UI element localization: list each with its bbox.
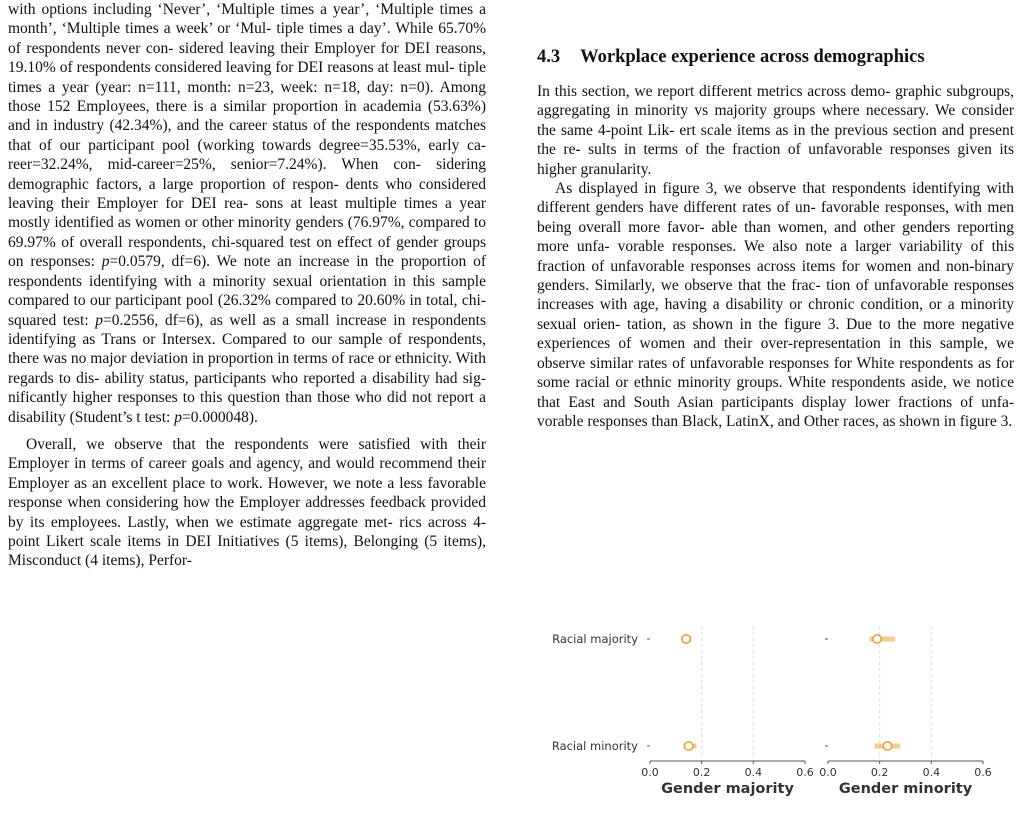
row-label: Racial majority <box>552 632 638 646</box>
right-p1-line: groups where necessary. We consider the same 4-point Lik- <box>537 102 1015 139</box>
left-p2-line: rics across 4-point Likert scale items in DEI Initiatives (5 <box>8 513 486 550</box>
left-p2-line: items), Belonging (5 items), Misconduct (4 items), Perfor- <box>8 532 486 570</box>
left-p1-line: minority sexual orientation in this sample compared to our <box>8 272 486 310</box>
right-p1-line: sults in terms of the fraction of unfavorable responses given <box>588 141 992 159</box>
left-p1-line: participant pool (26.32% compared to 20.60% in total, chi- <box>115 292 487 310</box>
right-p2-line: tation, as shown in the figure 3. Due to the more negative <box>627 315 1015 333</box>
row-label: Racial minority <box>551 739 638 753</box>
left-p1-line: respondents considered leaving for DEI reasons at least mul- <box>76 59 455 77</box>
left-column <box>8 0 486 571</box>
x-tick-label: 0.0 <box>641 766 659 779</box>
left-p2-line: by its employees. Lastly, when we estimate aggregate met- <box>8 513 393 531</box>
right-p2-line: fraction of unfavorable responses across items for women <box>537 257 912 275</box>
right-paragraph-1 <box>537 82 1014 179</box>
right-p2-line: experiences of women and their over-representation in this <box>537 335 932 353</box>
left-p2-line: with their Employer in terms of career goals and agency, <box>8 435 486 473</box>
left-p2-line: and would recommend their Employer as an excellent place <box>8 455 486 492</box>
right-p1-line: ert scale items as in the previous section and present the re- <box>537 121 1015 159</box>
x-tick-label: 0.2 <box>870 766 889 779</box>
left-p1-line: sidered leaving their Employer for DEI reasons, 19.10% of <box>8 39 486 77</box>
right-paragraph-2 <box>537 179 1014 431</box>
x-tick-label: 0.0 <box>819 766 837 779</box>
right-p2-line: vorable responses than Black, LatinX, and Other races, as <box>537 412 896 430</box>
figure-3-chart <box>540 622 1018 821</box>
right-column <box>537 0 1014 431</box>
left-p1-line: respondents identifying as Trans or Intersex. Compared to <box>8 311 486 348</box>
data-point <box>682 635 690 643</box>
left-p1-line: increase in the proportion of respondents identifying with a <box>8 253 487 290</box>
left-p1-line: gender groups on responses: p=0.0579, df=6). We note an <box>8 233 487 271</box>
right-p2-line: able than women, and other genders reporting more unfa- <box>537 218 1014 256</box>
left-p1-line: our sample of respondents, there was no major deviation in <box>8 330 486 368</box>
right-p2-line: groups. White respondents aside, we notice that East and <box>537 374 1014 411</box>
section-heading <box>537 46 1014 68</box>
right-p2-line: for White respondents as for some racial or ethnic minority <box>537 354 1014 392</box>
data-point <box>685 742 693 750</box>
x-tick-label: 0.6 <box>796 766 814 779</box>
right-p2-line: tion of unfavorable responses increases with age, having a <box>537 277 1015 314</box>
left-paragraph-2 <box>8 435 486 571</box>
left-p2-line: considering how the Employer addresses feedback provided <box>106 494 487 512</box>
x-tick-label: 0.4 <box>922 766 941 779</box>
right-p1-line: In this section, we report different metrics across demo- <box>537 83 891 100</box>
right-p2-line: vorable responses. We also note a larger variability of this <box>617 238 1014 256</box>
left-p1-line: sons at least multiple times a year mostly identified as <box>8 195 486 232</box>
section-number: 4.3 <box>537 47 561 67</box>
right-p2-line: favorable responses, with men being overall more favor- <box>537 199 1015 236</box>
right-p2-line: South Asian participants display lower fractions of unfa- <box>633 393 1015 411</box>
right-p2-line: and non-binary genders. Similarly, we observe that the frac- <box>537 257 1015 295</box>
right-p2-line: sample, we observe similar rates of unfavorable responses <box>537 335 1014 372</box>
x-tick-label: 0.4 <box>744 766 763 779</box>
left-p1-line: proportion in terms of race or ethnicity. With regards to dis- <box>8 350 486 387</box>
right-p2-line: disability or chronic condition, or a minority sexual orien- <box>537 296 1015 333</box>
left-p1-line: women or other minority genders (76.97%, compared to <box>134 214 486 232</box>
left-p1-line: day: n=0). Among those 152 Employees, there is a similar <box>8 78 487 116</box>
right-p1-line: graphic subgroups, aggregating in minority vs majority <box>537 83 1015 120</box>
left-p1-line: ability status, participants who reported a disability had sig- <box>104 369 487 387</box>
left-paragraph-1 <box>8 0 486 427</box>
right-p2-line: As displayed in figure 3, we observe that respondents <box>555 180 906 198</box>
left-p1-line: sidering demographic factors, a large proportion of respon- <box>8 156 486 193</box>
left-p1-line: 69.97% of overall respondents, chi-squared test on effect of <box>8 233 391 251</box>
left-p1-line: tiple times a day’. While 65.70% of respondents never con- <box>8 20 487 57</box>
x-tick-label: 0.6 <box>974 766 992 779</box>
left-p2-line: Overall, we observe that the respondents were satisfied <box>26 435 411 453</box>
right-p2-line: identifying with different genders have different rates of un- <box>537 180 1014 217</box>
right-p2-line: shown in figure 3. <box>899 412 1013 430</box>
left-p1-line: participant pool (working towards degree=35.53%, early ca- <box>88 136 486 154</box>
left-p2-line: to work. However, we note a less favorable response when <box>8 474 486 512</box>
left-p1-line: with options including ‘Never’, ‘Multiple times a year’, <box>8 1 370 18</box>
data-point <box>873 635 881 643</box>
data-point <box>883 742 891 750</box>
section-title: Workplace experience across demographics <box>580 47 925 67</box>
x-tick-label: 0.2 <box>692 766 711 779</box>
left-p1-line: tiple times a year (year: n=111, month: n=23, week: n=18, <box>8 59 487 96</box>
panel-xlabel: Gender majority <box>661 781 794 797</box>
left-p1-line: did not report a disability (Student’s t test: p=0.000048). <box>8 389 486 426</box>
panel-xlabel: Gender minority <box>838 781 973 797</box>
left-p1-line: proportion in academia (53.63%) and in industry (42.34%), <box>8 98 486 135</box>
left-p1-line: dents who considered leaving their Employer for DEI rea- <box>8 175 486 213</box>
left-p1-line: squared test: p=0.2556, df=6), as well as a small increase in <box>8 311 406 329</box>
left-p1-line: ‘Multiple times a month’, ‘Multiple times a week’ or ‘Mul- <box>8 1 487 38</box>
left-p1-line: nificantly higher responses to this question than those who <box>8 389 382 407</box>
right-p1-line: its higher granularity. <box>537 141 1014 178</box>
left-p1-line: and the career status of the respondents matches that of our <box>8 117 487 154</box>
left-p1-line: reer=32.24%, mid-career=25%, senior=7.24%). When con- <box>8 156 421 174</box>
